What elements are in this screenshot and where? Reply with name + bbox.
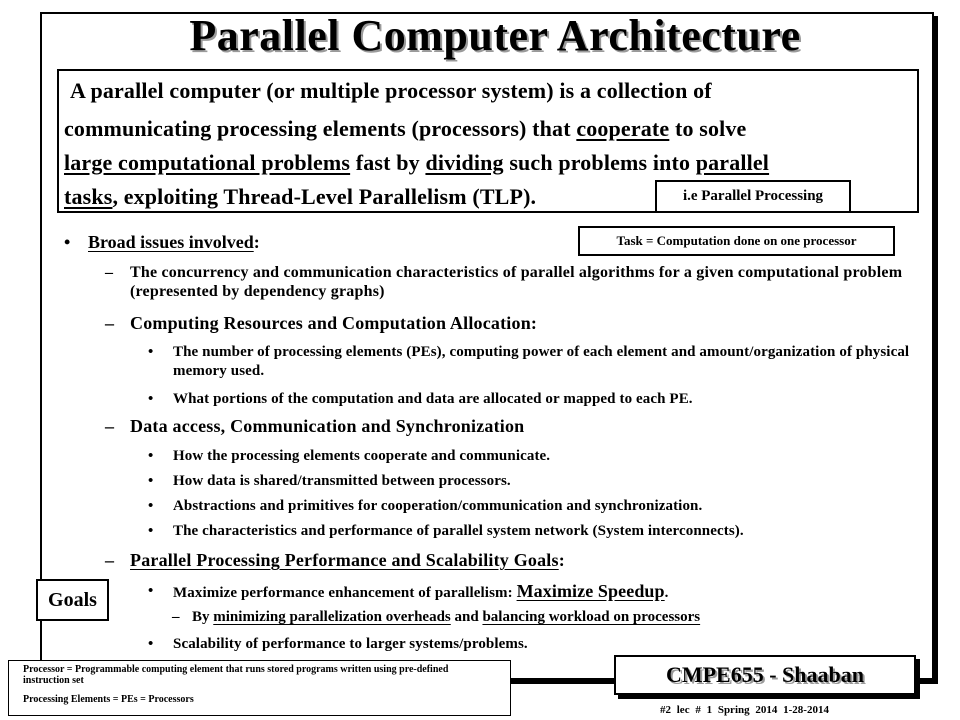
goal-item-1	[148, 582, 928, 603]
item-text: The number of processing elements (PEs), computing power of each element and amount/organization of physical memory used.	[173, 344, 910, 379]
dash-marker: –	[105, 313, 114, 333]
goals-colon: :	[558, 550, 565, 570]
issue-text: The concurrency and communication characteristics of parallel algorithms for a given computational problem (represented by dependency graphs)	[130, 264, 903, 300]
bullet-marker: •	[148, 523, 154, 539]
item-text	[173, 582, 928, 603]
bullet-marker: •	[148, 473, 154, 489]
goals-callout: Goals	[36, 579, 109, 621]
footnote-box	[8, 660, 511, 716]
underlined-term: minimizing parallelization overheads	[213, 609, 451, 625]
issue-data-access	[105, 417, 915, 436]
broad-issues-colon: :	[253, 232, 260, 252]
underlined-term: parallel	[695, 150, 770, 175]
goal-text: Maximize performance enhancement of parallelism:	[173, 585, 517, 601]
underlined-term: tasks	[64, 184, 113, 209]
goal-sub-text: and	[450, 609, 483, 625]
maximize-speedup: Maximize Speedup	[516, 581, 665, 601]
parallel-processing-callout: i.e Parallel Processing	[655, 180, 851, 213]
dash-marker: –	[172, 609, 180, 625]
definition-line-2	[64, 116, 746, 142]
dash-marker: –	[105, 264, 113, 281]
underlined-term: dividing	[425, 150, 504, 175]
lecture-info: #2 lec # 1 Spring 2014 1-28-2014	[660, 704, 829, 716]
issue-text	[130, 551, 915, 570]
slide-title: Parallel Computer Architecture	[189, 11, 801, 60]
definition-text: to solve	[669, 116, 747, 141]
data-item-2	[148, 472, 928, 491]
bullet-marker: •	[148, 583, 154, 599]
underlined-term: large computational problems	[64, 150, 351, 175]
definition-line-4	[64, 184, 536, 210]
broad-issues-heading	[64, 232, 260, 253]
bullet-marker: •	[64, 232, 71, 252]
item-text: Abstractions and primitives for cooperation/communication and synchronization.	[173, 498, 703, 514]
issue-text: Data access, Communication and Synchronization	[130, 416, 525, 436]
item-text: How data is shared/transmitted between processors.	[173, 473, 511, 489]
definition-text: communicating processing elements (processors) that	[64, 116, 577, 141]
footnote-processor: Processor = Programmable computing element that runs stored programs written using pre-defined instruction set	[23, 664, 449, 686]
definition-text: , exploiting Thread-Level Parallelism (TLP).	[112, 184, 537, 209]
bullet-marker: •	[148, 344, 154, 360]
issue-goals	[105, 551, 915, 570]
resources-item-2	[148, 390, 928, 409]
goals-heading: Parallel Processing Performance and Scalability Goals	[130, 550, 559, 570]
goal-sub-text: By	[192, 609, 214, 625]
broad-issues-label: Broad issues involved	[88, 232, 254, 252]
resources-item-1	[148, 343, 928, 381]
issue-resources	[105, 314, 915, 333]
course-label: CMPE655 - Shaaban	[614, 655, 916, 695]
goal-period: .	[664, 585, 669, 601]
data-item-1	[148, 447, 928, 466]
item-text: The characteristics and performance of parallel system network (System interconnects).	[173, 523, 744, 539]
data-item-4	[148, 522, 928, 541]
issue-text: Computing Resources and Computation Allocation:	[130, 313, 538, 333]
bullet-marker: •	[148, 391, 154, 407]
definition-text: such problems into	[503, 150, 696, 175]
goal-1-subitem	[172, 609, 700, 626]
bullet-marker: •	[148, 498, 154, 514]
definition-text: fast by	[350, 150, 426, 175]
task-definition-callout: Task = Computation done on one processor	[578, 226, 895, 256]
item-text: Scalability of performance to larger systems/problems.	[173, 636, 528, 652]
bullet-marker: •	[148, 636, 154, 652]
item-text: How the processing elements cooperate and communicate.	[173, 448, 551, 464]
definition-line-3	[64, 150, 769, 176]
goal-item-2	[148, 635, 928, 654]
dash-marker: –	[105, 550, 114, 570]
definition-line-1	[70, 78, 712, 104]
underlined-term: balancing workload on processors	[482, 609, 701, 625]
item-text: What portions of the computation and data are allocated or mapped to each PE.	[173, 391, 693, 407]
underlined-term: cooperate	[576, 116, 670, 141]
definition-text: A parallel computer (or multiple processor system) is a collection of	[70, 78, 712, 103]
dash-marker: –	[105, 416, 114, 436]
issue-concurrency	[105, 263, 915, 301]
bullet-marker: •	[148, 448, 154, 464]
data-item-3	[148, 497, 928, 516]
footnote-pes: Processing Elements = PEs = Processors	[23, 694, 194, 705]
